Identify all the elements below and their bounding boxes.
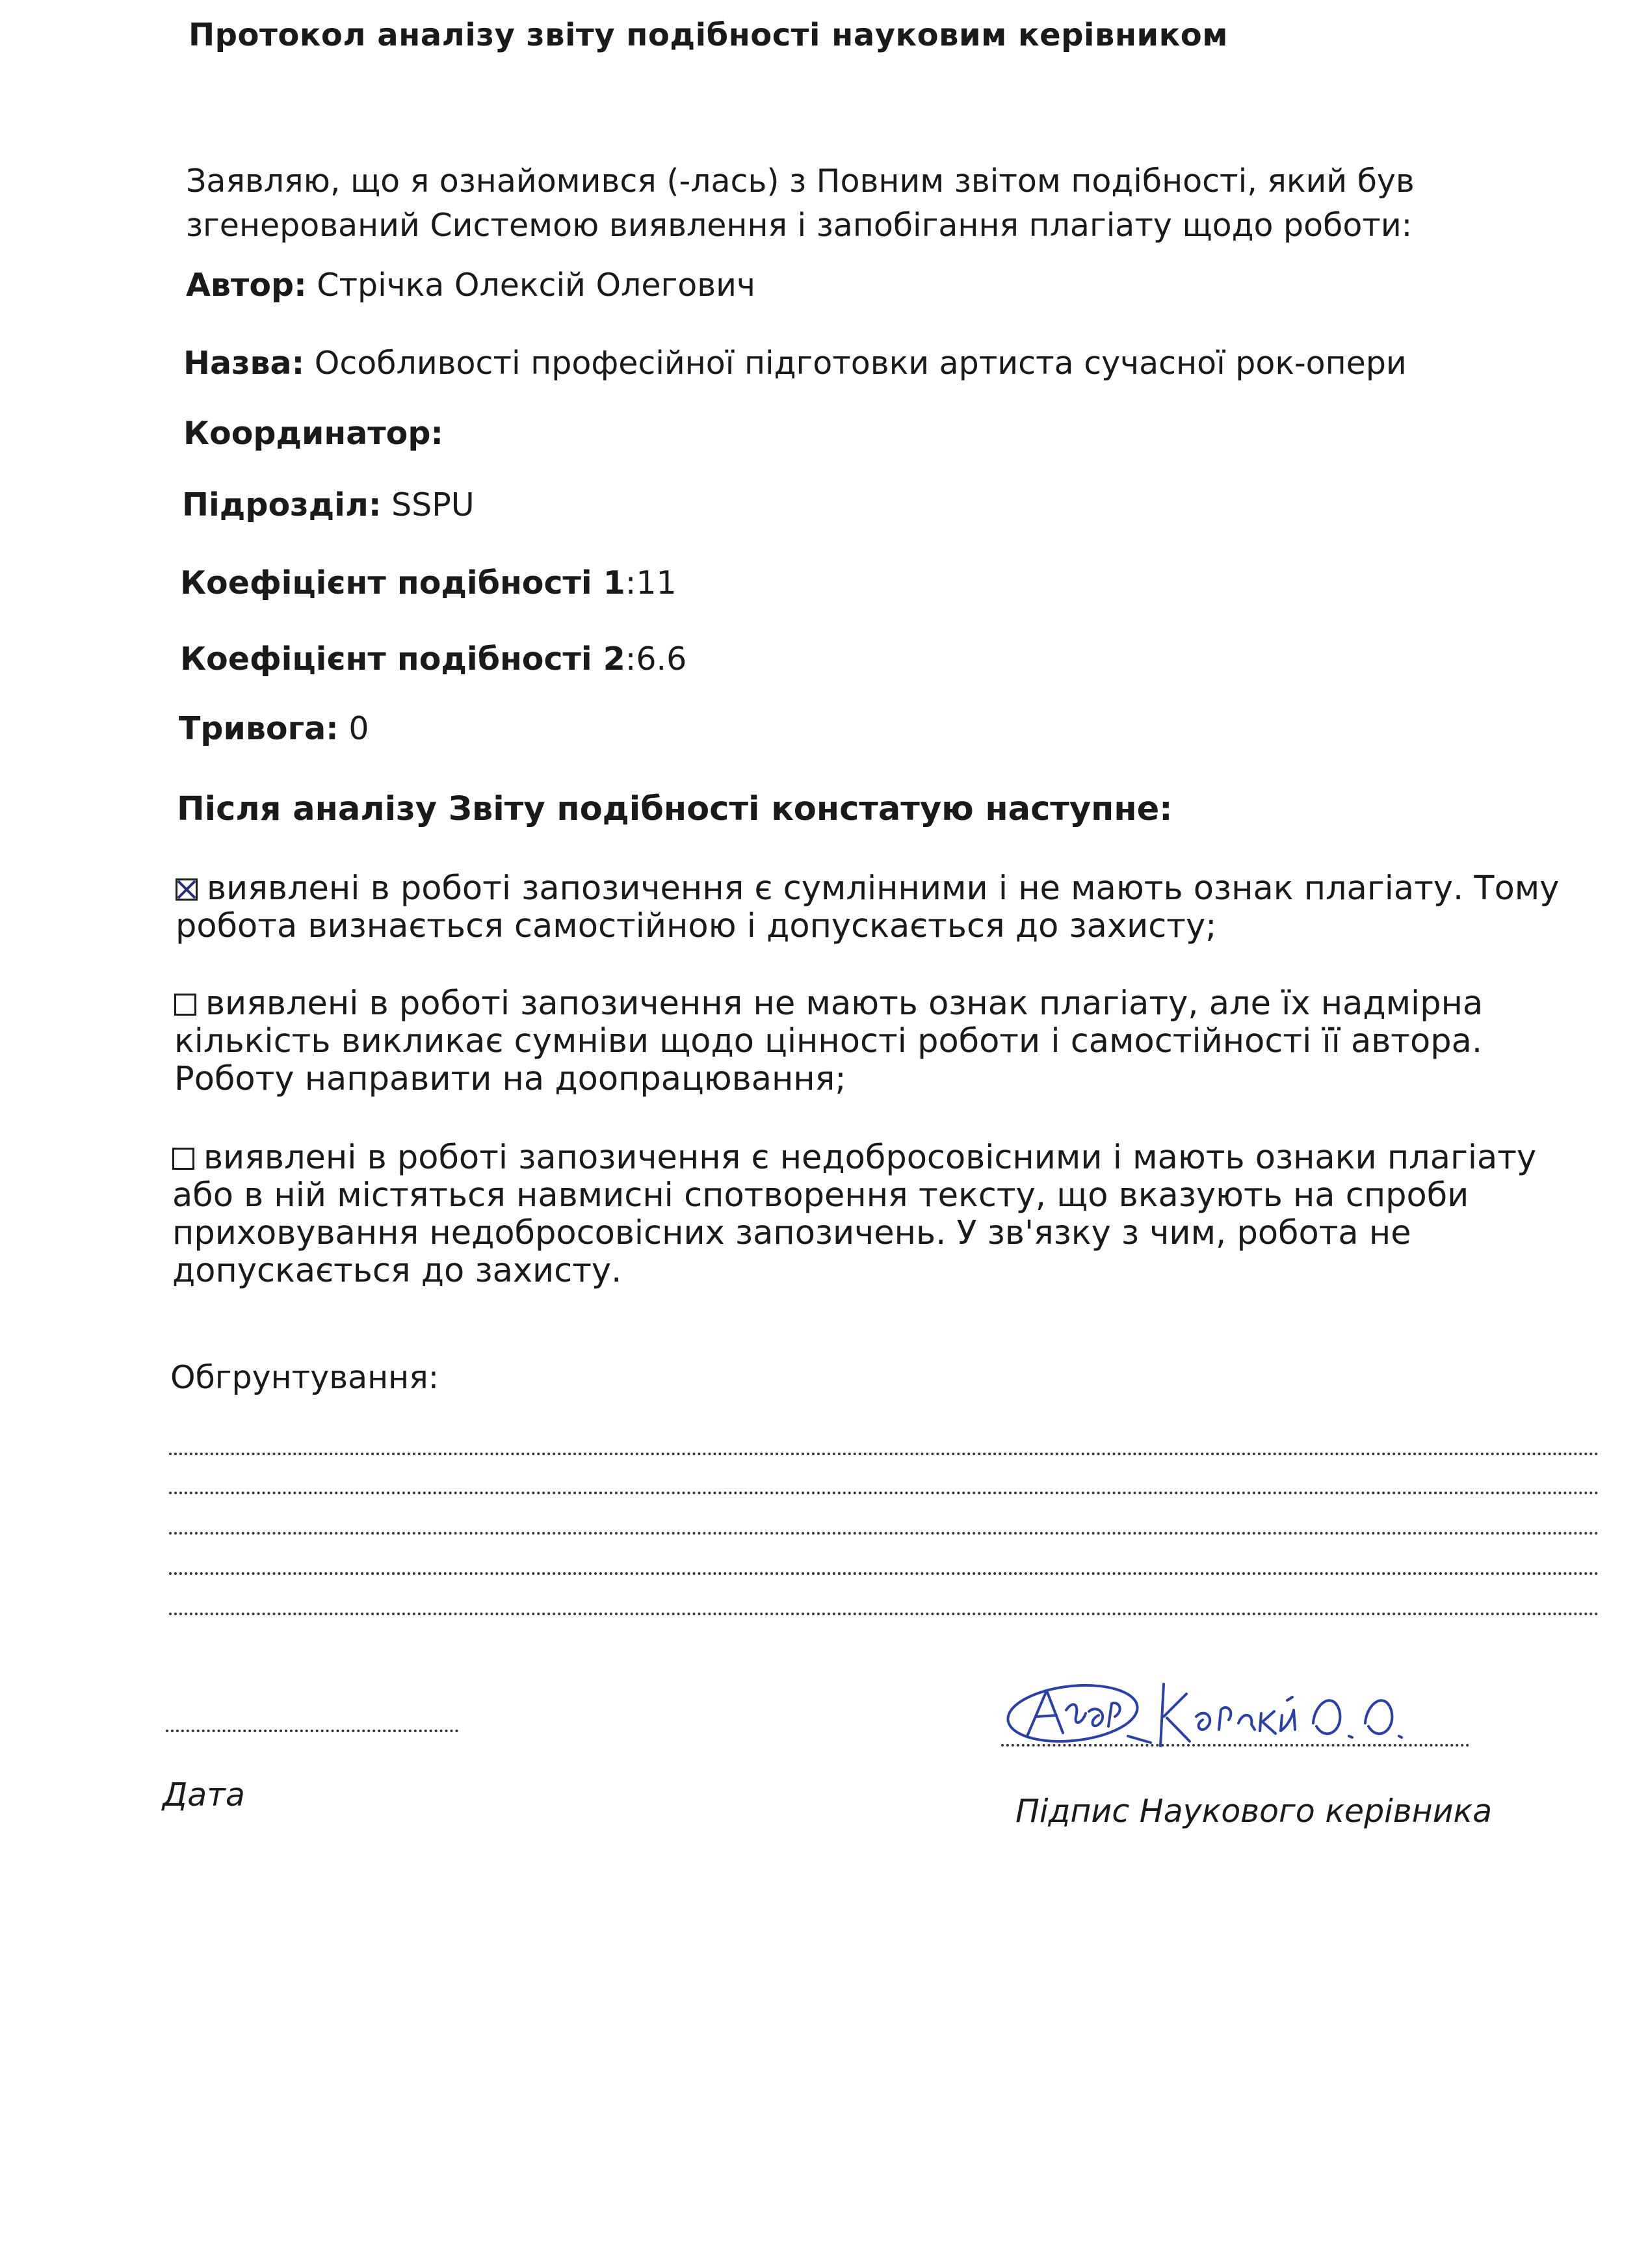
alarm-field <box>179 710 369 747</box>
justification-line-2[interactable] <box>169 1489 1599 1494</box>
name-value: Особливості професійної підготовки артиста сучасної рок-опери <box>314 345 1407 382</box>
name-field <box>183 345 1407 382</box>
checkmark-x-icon <box>176 878 198 901</box>
date-line[interactable] <box>166 1727 458 1732</box>
handwritten-signature <box>1001 1665 1469 1769</box>
signature-label: Підпис Наукового керівника <box>1015 1793 1493 1830</box>
alarm-value: 0 <box>348 710 369 747</box>
department-field <box>182 486 475 523</box>
option-1 <box>176 870 1606 945</box>
section-heading: Після аналізу Звіту подібності констатую наступне: <box>177 790 1173 828</box>
option-2-text: виявлені в роботі запозичення не мають ознак плагіату, але їх надмірна кількість викликає сумніви щодо цінності роботи і самостійності її автора. Роботу направити на доопрацювання; <box>174 984 1484 1098</box>
option-2 <box>174 985 1604 1098</box>
coef1-value: :11 <box>625 564 677 601</box>
date-label: Дата <box>163 1776 245 1813</box>
option-3-checkbox[interactable] <box>172 1148 194 1170</box>
option-3 <box>172 1139 1602 1290</box>
coef1-field <box>180 564 677 601</box>
option-1-text: виявлені в роботі запозичення є сумлінними і не мають ознак плагіату. Тому робота визнається самостійною і допускається до захисту; <box>176 869 1560 945</box>
name-label: Назва: <box>183 345 305 382</box>
department-label: Підрозділ: <box>182 486 382 523</box>
author-value: Стрічка Олексій Олегович <box>317 267 755 304</box>
document-title: Протокол аналізу звіту подібності науковим керівником <box>189 17 1228 53</box>
coef2-field <box>180 640 687 678</box>
option-1-checkbox[interactable] <box>176 878 198 901</box>
author-field <box>186 267 755 304</box>
justification-line-1[interactable] <box>169 1450 1599 1455</box>
coef2-label: Коефіцієнт подібності 2 <box>180 640 625 678</box>
coef1-label: Коефіцієнт подібності 1 <box>180 564 625 601</box>
justification-line-3[interactable] <box>169 1529 1599 1535</box>
author-label: Автор: <box>186 267 307 304</box>
justification-line-5[interactable] <box>169 1610 1599 1615</box>
option-2-checkbox[interactable] <box>174 994 196 1016</box>
intro-text: Заявляю, що я ознайомився (-лась) з Повним звітом подібності, який був згенерований Системою виявлення і запобігання плагіату щодо роботи: <box>186 163 1415 244</box>
justification-label: Обгрунтування: <box>170 1359 439 1396</box>
department-value: SSPU <box>391 486 475 523</box>
alarm-label: Тривога: <box>179 710 339 747</box>
coef2-value: :6.6 <box>625 640 687 678</box>
coordinator-field <box>183 415 443 452</box>
coordinator-label: Координатор: <box>183 415 444 452</box>
justification-line-4[interactable] <box>169 1570 1599 1575</box>
option-3-text: виявлені в роботі запозичення є недобросовісними і мають ознаки плагіату або в ній містяться навмисні спотворення тексту, що вказують на спроби приховування недобросовісних запозичень. У зв'язку з чим, робота не допускається до захисту. <box>172 1139 1537 1290</box>
